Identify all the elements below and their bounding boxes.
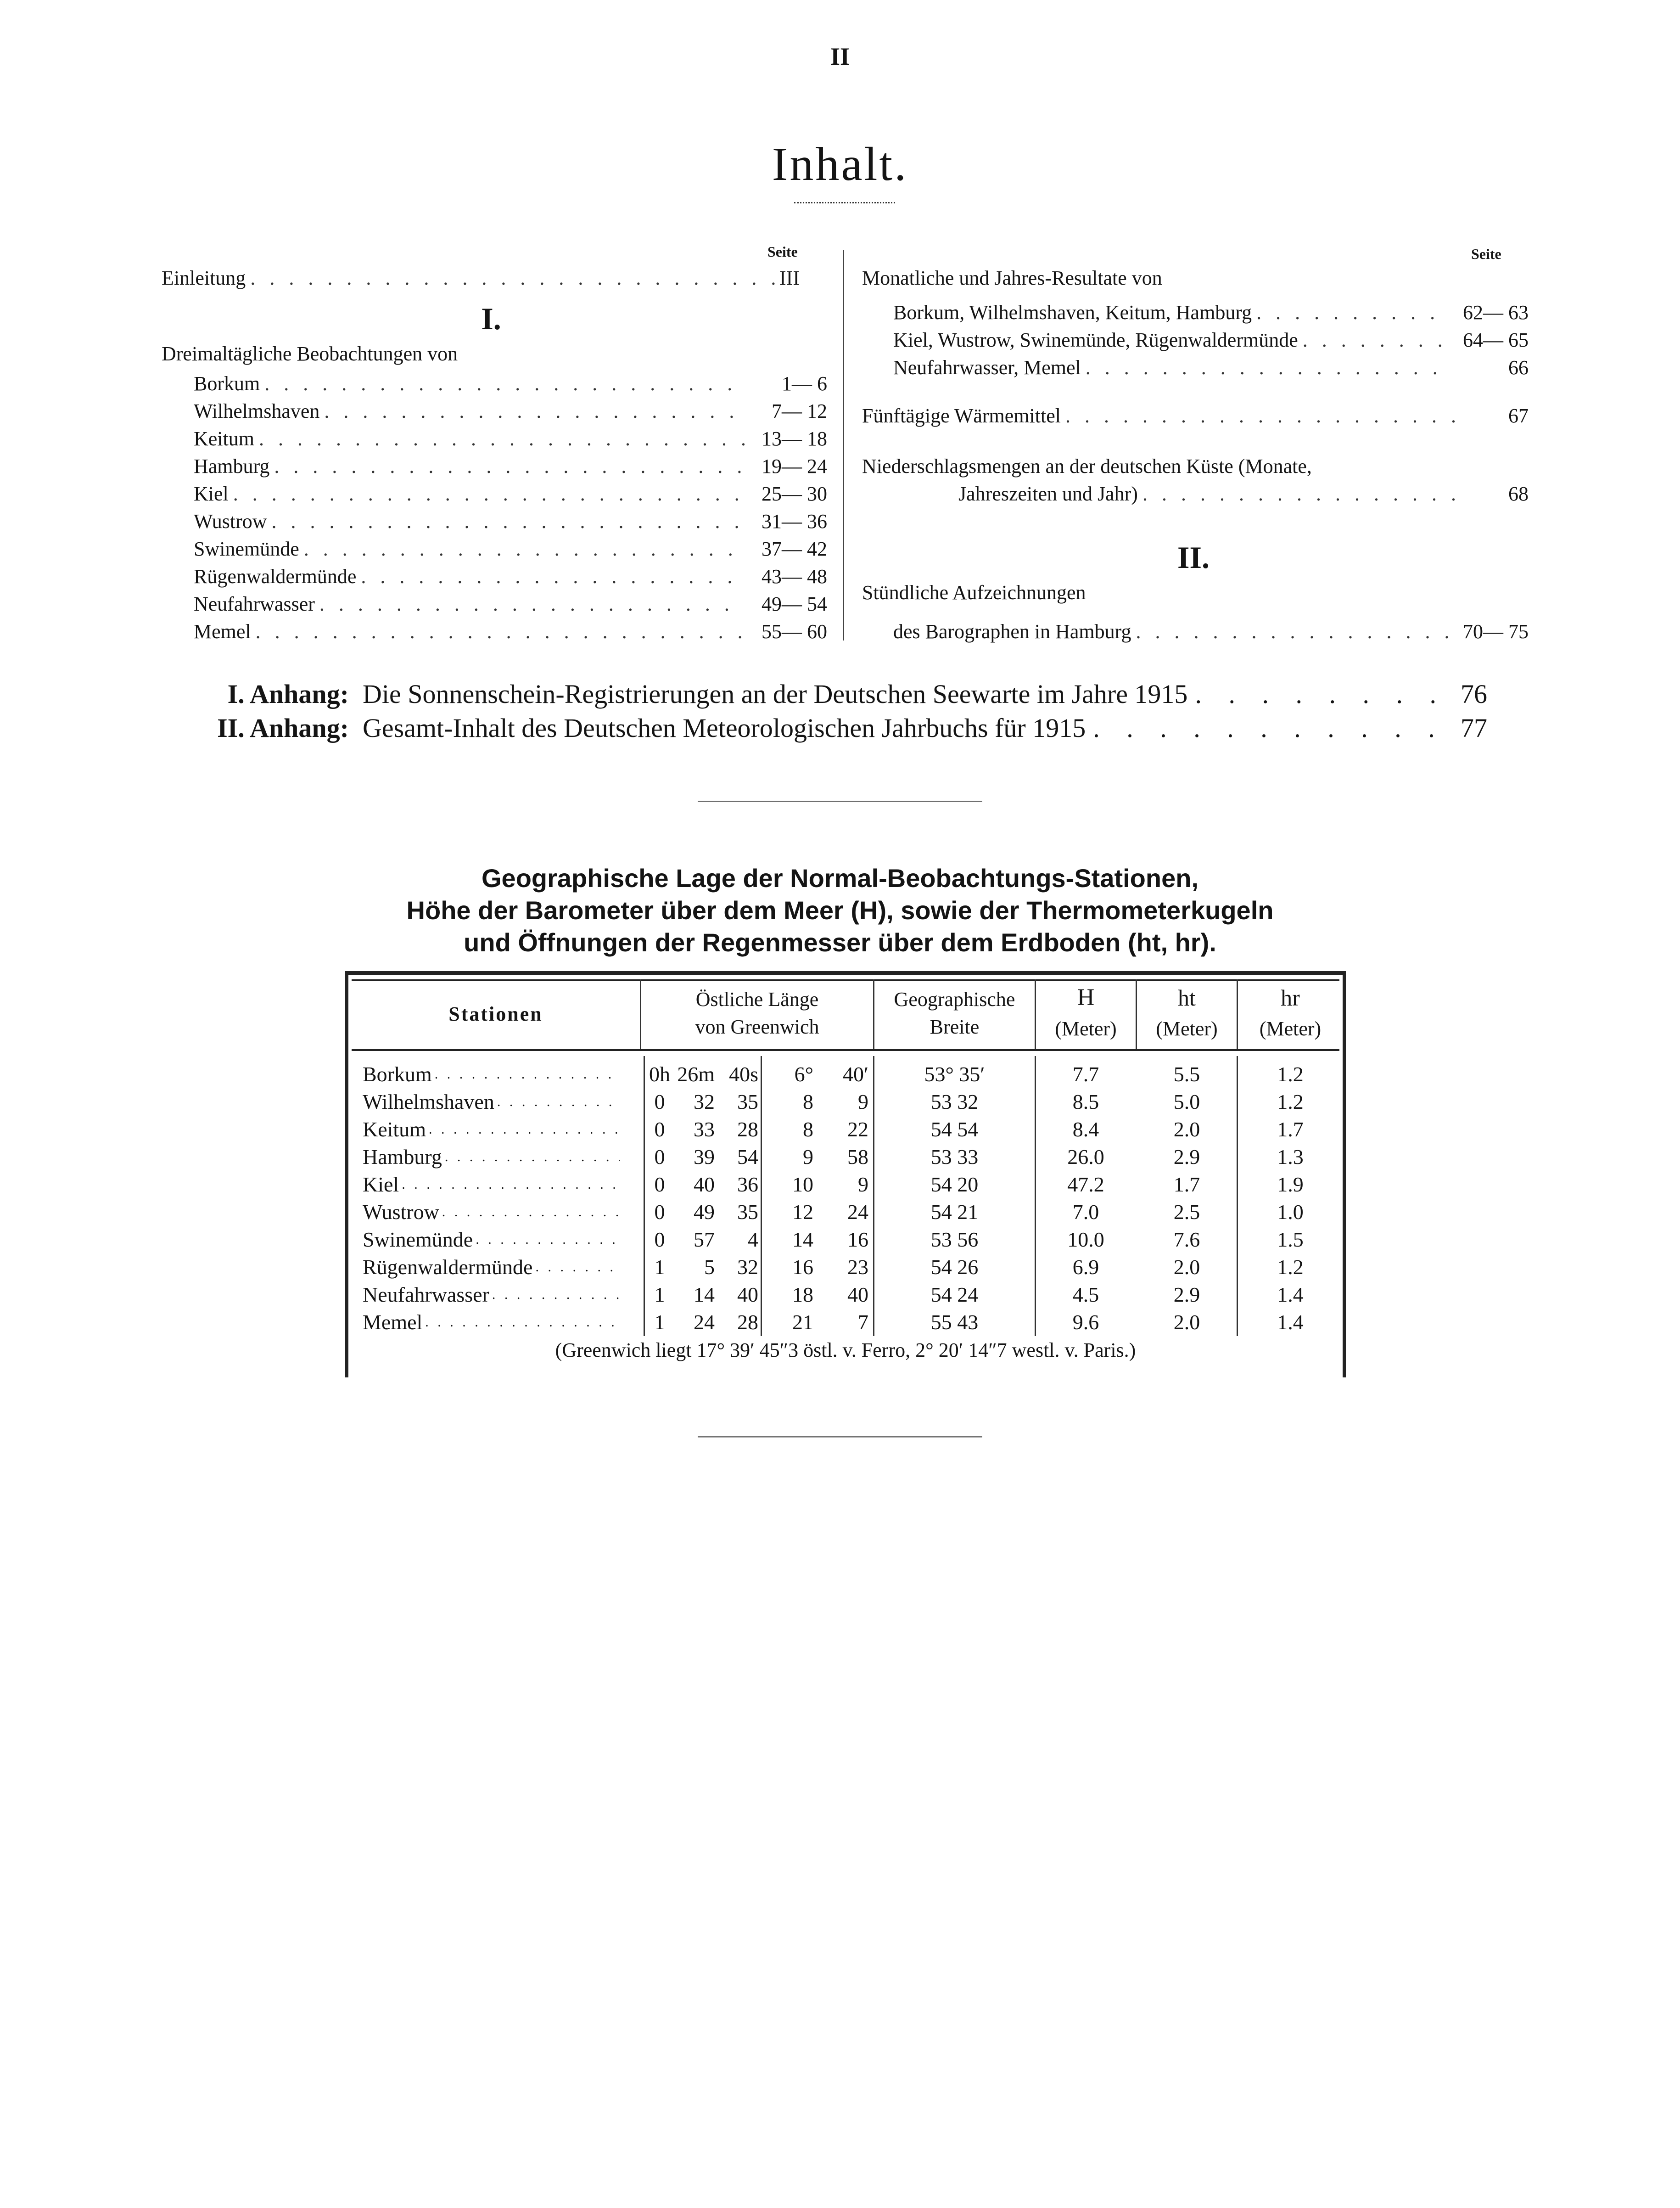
title-ornament xyxy=(794,202,895,203)
cell-lm: 26m xyxy=(677,1062,715,1086)
toc-entry xyxy=(893,328,1529,352)
station-name: Wustrow xyxy=(363,1200,439,1224)
toc-entry xyxy=(194,510,827,533)
station-cell xyxy=(363,1088,620,1116)
station-cell xyxy=(363,1171,620,1198)
toc-entry xyxy=(893,356,1529,379)
cell-H: 4.5 xyxy=(1072,1283,1099,1306)
cell-H: 6.9 xyxy=(1072,1255,1099,1279)
cell-ht: 7.6 xyxy=(1173,1228,1200,1251)
cell-lmin: 23 xyxy=(847,1255,868,1279)
cell-breite: 53 56 xyxy=(930,1228,979,1251)
station-name: Borkum xyxy=(363,1062,432,1086)
cell-ls: 28 xyxy=(737,1310,758,1334)
cell-lh: 0 xyxy=(654,1118,665,1141)
table-row xyxy=(345,1281,1346,1309)
station-name: Swinemünde xyxy=(363,1228,473,1251)
header-h-2: (Meter) xyxy=(1055,1017,1117,1040)
cell-ld: 9 xyxy=(803,1145,813,1169)
toc-page: 13— 18 xyxy=(762,427,827,450)
cell-lh: 1 xyxy=(654,1310,665,1334)
cell-ls: 36 xyxy=(737,1173,758,1196)
cell-ht: 2.0 xyxy=(1173,1310,1200,1334)
cell-ls: 35 xyxy=(737,1200,758,1224)
header-breite-2: Breite xyxy=(930,1016,980,1038)
cell-H: 8.5 xyxy=(1072,1090,1099,1113)
cell-ld: 8 xyxy=(803,1090,813,1113)
toc-label: Borkum, Wilhelmshaven, Keitum, Hamburg xyxy=(893,301,1252,324)
cell-lh: 0 xyxy=(654,1228,665,1251)
cell-lh: 1 xyxy=(654,1255,665,1279)
header-ht-1: ht xyxy=(1178,985,1196,1011)
toc-label: Kiel xyxy=(194,483,229,505)
toc-label: Wilhelmshaven xyxy=(194,400,320,422)
station-name: Keitum xyxy=(363,1118,426,1141)
page-title: Inhalt. xyxy=(772,138,908,191)
stations-table xyxy=(345,971,1346,1377)
geo-title-line3: und Öffnungen der Regenmesser über dem Erdboden (ht, hr). xyxy=(464,928,1216,957)
cell-lmin: 24 xyxy=(847,1200,868,1224)
toc-label: Wustrow xyxy=(194,510,267,533)
header-h-1: H xyxy=(1077,984,1095,1011)
cell-lm: 32 xyxy=(694,1090,715,1113)
cell-lh: 0 xyxy=(654,1145,665,1169)
table-row xyxy=(345,1171,1346,1198)
toc-entry xyxy=(194,482,827,506)
toc-page: 25— 30 xyxy=(762,483,827,505)
cell-H: 26.0 xyxy=(1067,1145,1104,1169)
section-heading-i: I. xyxy=(481,301,501,336)
toc-page: 66 xyxy=(1508,356,1529,379)
station-name: Rügenwaldermünde xyxy=(363,1255,533,1279)
toc-label: Neufahrwasser xyxy=(194,593,315,615)
table-row xyxy=(345,1143,1346,1171)
cell-hr: 1.2 xyxy=(1277,1062,1304,1086)
table-row xyxy=(345,1061,1346,1088)
header-hr-2: (Meter) xyxy=(1259,1017,1322,1040)
cell-lh: 1 xyxy=(654,1283,665,1306)
cell-lm: 40 xyxy=(694,1173,715,1196)
station-name: Wilhelmshaven xyxy=(363,1090,494,1113)
station-cell xyxy=(363,1143,620,1171)
toc-page: 62— 63 xyxy=(1463,301,1529,324)
geo-title-line2: Höhe der Barometer über dem Meer (H), sowie der Thermometerkugeln xyxy=(406,896,1274,925)
station-cell xyxy=(363,1309,620,1336)
cell-H: 8.4 xyxy=(1072,1118,1099,1141)
cell-ht: 2.0 xyxy=(1173,1118,1200,1141)
page-number: II xyxy=(830,43,850,70)
cell-breite: 54 24 xyxy=(930,1283,979,1306)
cell-breite: 53 32 xyxy=(930,1090,979,1113)
toc-entry-einleitung xyxy=(162,266,800,290)
anhang-key: II. Anhang: xyxy=(217,713,349,743)
cell-ld: 12 xyxy=(792,1200,813,1224)
cell-lh: 0 xyxy=(654,1173,665,1196)
toc-page: 31— 36 xyxy=(762,510,827,533)
seite-label-right: Seite xyxy=(1471,246,1501,262)
toc-entry xyxy=(194,455,827,478)
cell-lmin: 22 xyxy=(847,1118,868,1141)
toc-entry xyxy=(194,592,827,616)
cell-lh: 0 xyxy=(654,1090,665,1113)
cell-ht: 5.0 xyxy=(1173,1090,1200,1113)
cell-ht: 2.5 xyxy=(1173,1200,1200,1224)
cell-ld: 21 xyxy=(792,1310,813,1334)
column-divider xyxy=(843,250,844,640)
cell-lm: 49 xyxy=(694,1200,715,1224)
cell-hr: 1.4 xyxy=(1277,1283,1304,1306)
cell-ld: 18 xyxy=(792,1283,813,1306)
cell-breite: 55 43 xyxy=(930,1310,979,1334)
cell-ht: 5.5 xyxy=(1173,1062,1200,1086)
station-cell xyxy=(363,1226,620,1253)
table-row xyxy=(345,1253,1346,1281)
cell-lmin: 16 xyxy=(847,1228,868,1251)
cell-hr: 1.3 xyxy=(1277,1145,1304,1169)
toc-label: Kiel, Wustrow, Swinemünde, Rügenwaldermünde xyxy=(893,329,1298,351)
header-laenge-1: Östliche Länge xyxy=(695,988,819,1011)
toc-label: Memel xyxy=(194,620,251,643)
toc-entry xyxy=(194,620,827,643)
toc-entry xyxy=(194,565,827,588)
toc-label: Swinemünde xyxy=(194,538,299,560)
cell-ls: 4 xyxy=(748,1228,758,1251)
cell-hr: 1.9 xyxy=(1277,1173,1304,1196)
cell-lm: 57 xyxy=(694,1228,715,1251)
cell-H: 47.2 xyxy=(1067,1173,1104,1196)
station-cell xyxy=(363,1116,620,1143)
table-row xyxy=(345,1116,1346,1143)
anhang-text: Die Sonnenschein-Registrierungen an der Deutschen Seewarte im Jahre 1915 xyxy=(363,679,1188,709)
cell-lmin: 40′ xyxy=(842,1062,868,1086)
station-cell xyxy=(363,1061,620,1088)
cell-ld: 14 xyxy=(792,1228,813,1251)
toc-entry xyxy=(194,537,827,561)
group-heading-dreimaltaegliche: Dreimaltägliche Beobachtungen von xyxy=(162,343,458,365)
toc-label: Rügenwaldermünde xyxy=(194,565,357,588)
cell-ld: 10 xyxy=(792,1173,813,1196)
cell-ld: 6° xyxy=(794,1062,813,1086)
toc-label: Neufahrwasser, Memel xyxy=(893,356,1081,379)
cell-breite: 54 20 xyxy=(930,1173,979,1196)
table-row xyxy=(345,1309,1346,1336)
toc-entry-niederschlag-line1: Niederschlagsmengen an der deutschen Küste (Monate, xyxy=(862,455,1312,478)
toc-entry-niederschlag: Jahreszeiten und Jahr) . . . 68 xyxy=(958,482,1529,506)
table-row xyxy=(345,1088,1346,1116)
station-name: Hamburg xyxy=(363,1145,442,1169)
cell-hr: 1.2 xyxy=(1277,1255,1304,1279)
toc-entry xyxy=(194,427,827,450)
cell-H: 7.0 xyxy=(1072,1200,1099,1224)
toc-page: 37— 42 xyxy=(762,538,827,560)
geo-title-line1: Geographische Lage der Normal-Beobachtungs-Stationen, xyxy=(481,864,1198,893)
header-ht-2: (Meter) xyxy=(1156,1017,1218,1040)
anhang-page: 77 xyxy=(1461,713,1487,743)
toc-label: Keitum xyxy=(194,427,254,450)
cell-ht: 2.9 xyxy=(1173,1283,1200,1306)
cell-ld: 8 xyxy=(803,1118,813,1141)
toc-entry-stuendliche: des Barographen in Hamburg . . . 70— 75 xyxy=(893,620,1529,643)
header-stationen: Stationen xyxy=(448,1003,543,1025)
seite-label-left: Seite xyxy=(767,243,798,260)
toc-entry-stuendliche-line1: Stündliche Aufzeichnungen xyxy=(862,581,1086,604)
toc-label: Borkum xyxy=(194,372,260,395)
anhang-page: 76 xyxy=(1461,679,1487,709)
cell-breite: 53 33 xyxy=(930,1145,979,1169)
cell-ls: 54 xyxy=(737,1145,758,1169)
toc-entry xyxy=(194,399,827,423)
cell-lh: 0 xyxy=(654,1200,665,1224)
toc-page: 49— 54 xyxy=(762,593,827,615)
cell-lm: 24 xyxy=(694,1310,715,1334)
anhang-entry-i xyxy=(138,679,1487,709)
cell-H: 9.6 xyxy=(1072,1310,1099,1334)
cell-ls: 28 xyxy=(737,1118,758,1141)
toc-page: 7— 12 xyxy=(772,400,827,422)
cell-lmin: 9 xyxy=(858,1173,868,1196)
table-row xyxy=(345,1198,1346,1226)
toc-page: III xyxy=(779,267,800,289)
table-footnote: (Greenwich liegt 17° 39′ 45″3 östl. v. Ferro, 2° 20′ 14″7 westl. v. Paris.) xyxy=(555,1339,1136,1361)
toc-page: 43— 48 xyxy=(762,565,827,588)
cell-hr: 1.7 xyxy=(1277,1118,1304,1141)
toc-label: Einleitung xyxy=(162,267,246,289)
cell-hr: 1.2 xyxy=(1277,1090,1304,1113)
cell-breite: 54 26 xyxy=(930,1255,979,1279)
cell-lm: 14 xyxy=(694,1283,715,1306)
cell-lh: 0h xyxy=(649,1062,670,1086)
separator-rule-bottom xyxy=(698,1436,982,1438)
cell-breite: 54 54 xyxy=(930,1118,979,1141)
cell-lmin: 58 xyxy=(847,1145,868,1169)
cell-lmin: 9 xyxy=(858,1090,868,1113)
anhang-key: I. Anhang: xyxy=(227,679,349,709)
cell-H: 7.7 xyxy=(1072,1062,1099,1086)
cell-breite: 54 21 xyxy=(930,1200,979,1224)
cell-breite: 53° 35′ xyxy=(924,1062,985,1086)
cell-lmin: 40 xyxy=(847,1283,868,1306)
cell-ht: 1.7 xyxy=(1173,1173,1200,1196)
cell-ht: 2.0 xyxy=(1173,1255,1200,1279)
cell-hr: 1.0 xyxy=(1277,1200,1304,1224)
header-breite-1: Geographische xyxy=(894,988,1015,1011)
cell-lm: 39 xyxy=(694,1145,715,1169)
cell-ld: 16 xyxy=(792,1255,813,1279)
cell-lm: 33 xyxy=(694,1118,715,1141)
group-heading-monatliche: Monatliche und Jahres-Resultate von xyxy=(862,267,1162,289)
section-heading-ii: II. xyxy=(1177,540,1210,575)
cell-hr: 1.5 xyxy=(1277,1228,1304,1251)
cell-ls: 40 xyxy=(737,1283,758,1306)
station-name: Neufahrwasser xyxy=(363,1283,489,1306)
cell-ht: 2.9 xyxy=(1173,1145,1200,1169)
header-hr-1: hr xyxy=(1281,985,1300,1011)
toc-page: 55— 60 xyxy=(762,620,827,643)
anhang-text: Gesamt-Inhalt des Deutschen Meteorologischen Jahrbuchs für 1915 xyxy=(363,713,1086,743)
anhang-entry-ii xyxy=(138,713,1487,743)
toc-entry xyxy=(194,372,827,395)
toc-page: 1— 6 xyxy=(782,372,827,395)
station-cell xyxy=(363,1198,620,1226)
cell-ls: 32 xyxy=(737,1255,758,1279)
cell-lm: 5 xyxy=(704,1255,715,1279)
cell-ls: 35 xyxy=(737,1090,758,1113)
toc-label: Hamburg xyxy=(194,455,270,478)
cell-hr: 1.4 xyxy=(1277,1310,1304,1334)
cell-ls: 40s xyxy=(729,1062,758,1086)
cell-lmin: 7 xyxy=(858,1310,868,1334)
separator-rule xyxy=(698,800,982,802)
cell-H: 10.0 xyxy=(1067,1228,1104,1251)
station-cell xyxy=(363,1253,620,1281)
toc-entry-fuenftaegige: Fünftägige Wärmemittel . . . 67 xyxy=(862,404,1529,427)
station-name: Memel xyxy=(363,1310,423,1334)
toc-page: 19— 24 xyxy=(762,455,827,478)
station-name: Kiel xyxy=(363,1173,399,1196)
toc-page: 64— 65 xyxy=(1463,329,1529,351)
header-laenge-2: von Greenwich xyxy=(695,1016,819,1038)
toc-entry xyxy=(893,301,1529,324)
table-row xyxy=(345,1226,1346,1253)
station-cell xyxy=(363,1281,620,1309)
